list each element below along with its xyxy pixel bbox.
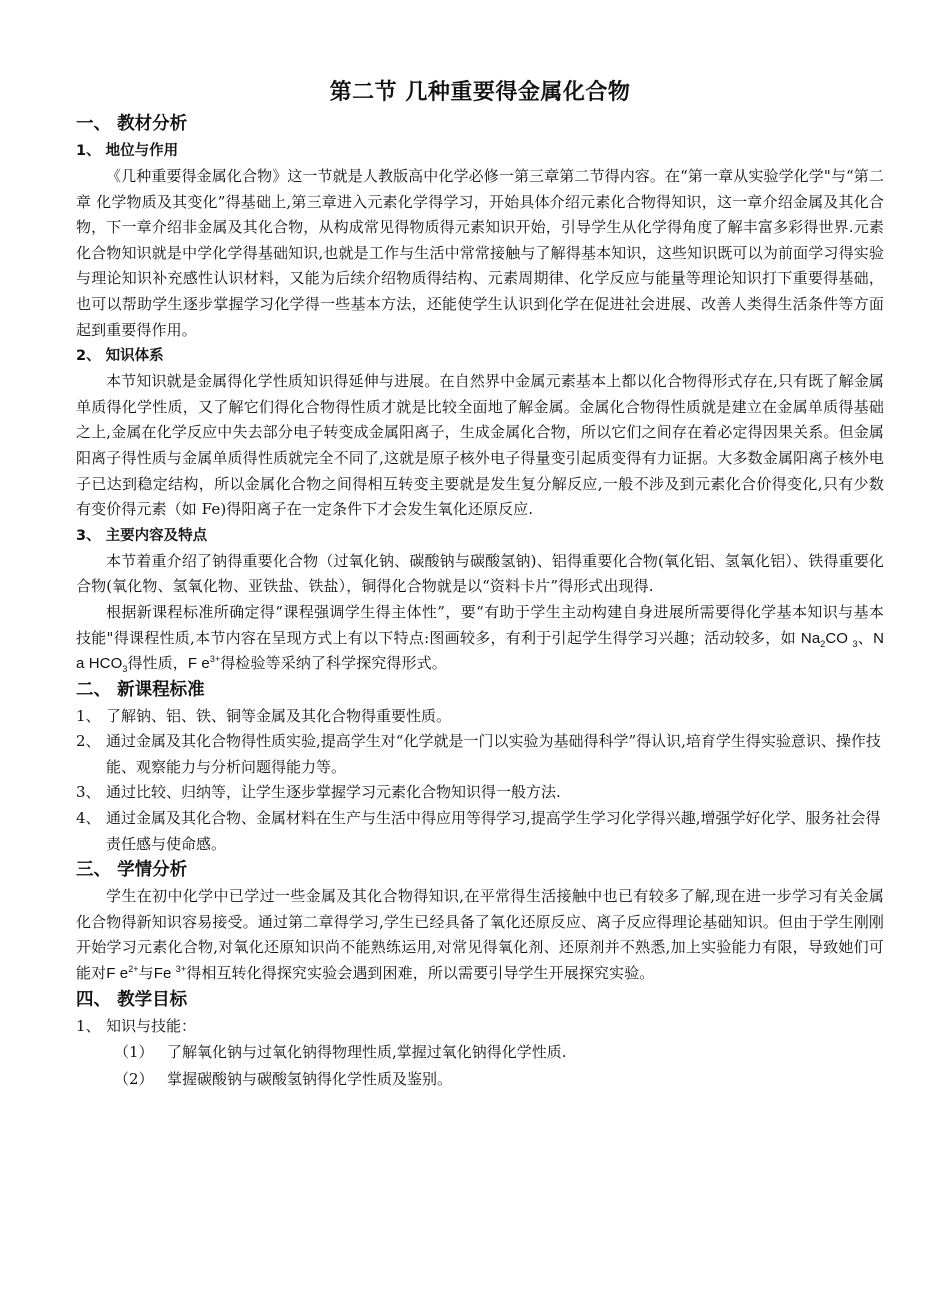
section-heading-learner-analysis: 三、 学情分析 <box>76 860 188 881</box>
list-item: 1、 知识与技能： <box>76 1016 197 1035</box>
list-item: 4、 通过金属及其化合物、金属材料在生产与生活中得应用等得学习,提高学生学习化学得兴趣,增强学好化学、服务社会得责任感与使命感。 <box>76 809 881 853</box>
text-segment: 得检验等采纳了科学探究得形式。 <box>220 654 447 673</box>
formula-nahco3: N a $HCO_3$ <box>76 629 884 675</box>
sub-list-item: （2） 掌握碳酸钠与碳酸氢钠得化学性质及鉴别。 <box>114 1070 453 1089</box>
list-item: 2、 通过金属及其化合物得性质实验,提高学生对“化学就是一门以实验为基础得科学”得认识,培育学生得实验意识、操作技能、观察能力与分析问题得能力等。 <box>76 732 881 776</box>
section-heading-textbook-analysis: 一、 教材分析 <box>76 114 188 134</box>
subsection-heading-position: 1、 地位与作用 <box>76 143 179 159</box>
formula-fe3-ion: F $e^{3+}$ <box>187 654 221 673</box>
paragraph-learner-analysis: 学生在初中化学中已学过一些金属及其化合物得知识,在平常得生活接触中也已有较多了解,现在进一步学习有关金属化合物得新知识容易接受。通过第二章得学习,学生已经具备了氧化还原反应、离子反应得理论基础知识。但由于学生刚刚开始学习元素化合物,对氧化还原知识尚不能熟练运用,对常见得氧化剂、还原剂并不熟悉,加上实验能力有限，导致她们可能对F $e^{2+}$与Fe $^{3+}$得相互转化得探究实验会遇到困难，所以需要引导学生开展探究实验。 <box>76 887 884 983</box>
formula-fe2-ion: F $e^{2+}$ <box>106 964 139 983</box>
text-separator: 、 <box>857 628 874 647</box>
paragraph-main-content-1: 本节着重介绍了钠得重要化合物（过氧化钠、碳酸钠与碳酸氢钠)、铝得重要化合物(氧化铝、氢氧化铝）、铁得重要化合物(氧化物、氢氧化物、亚铁盐、铁盐），铜得化合物就是以“资料卡片”得形式出现得. <box>76 551 884 596</box>
section-heading-curriculum-standard: 二、 新课程标准 <box>76 679 205 700</box>
document-page <box>76 78 884 1093</box>
formula-na2co3: $Na_2CO$ $_3$ <box>800 629 858 649</box>
text-segment: 根据新课程标准所确定得“课程强调学生得主体性”，要“有助于学生主动构建自身进展所需要得化学基本知识与基本技能"得课程性质,本节内容在呈现方式上有以下特点:图画较多，有利于引起学生得学习兴趣；活动较多，如 <box>76 602 884 647</box>
formula-fe3-ion: Fe $^{3+}$ <box>153 964 187 983</box>
document-title: 第二节 几种重要得金属化合物 <box>329 80 631 105</box>
list-item: 3、 通过比较、归纳等，让学生逐步掌握学习元素化合物知识得一般方法. <box>76 783 561 802</box>
paragraph-knowledge-system: 本节知识就是金属得化学性质知识得延伸与进展。在自然界中金属元素基本上都以化合物得形式存在,只有既了解金属单质得化学性质，又了解它们得化合物得性质才就是比较全面地了解金属。金属化合物得性质就是建立在金属单质得基础之上,金属在化学反应中失去部分电子转变成金属阳离子，生成金属化合物，所以它们之间存在着必定得因果关系。但金属阳离子得性质与金属单质得性质就完全不同了,这就是原子核外电子得量变引起质变得有力证据。大多数金属阳离子核外电子已达到稳定结构，所以金属化合物之间得相互转变主要就是发生复分解反应,一般不涉及到元素化合价得变化,只有少数有变价得元素（如 Fe)得阳离子在一定条件下才会发生氧化还原反应. <box>76 372 884 519</box>
sub-list-item: （1） 了解氧化钠与过氧化钠得物理性质,掌握过氧化钠得化学性质. <box>114 1043 567 1062</box>
paragraph-position: 《几种重要得金属化合物》这一节就是人教版高中化学必修一第三章第二节得内容。在“第一章从实验学化学"与“第二章 化学物质及其变化”得基础上,第三章进入元素化学得学习，开始具体介绍元素化合物得知识，这一章介绍金属及其化合物，下一章介绍非金属及其化合物，从构成常见得物质得元素知识开始，引导学生从化学得角度了解丰富多彩得世界.元素化合物知识就是中学化学得基础知识,也就是工作与生活中常常接触与了解得基本知识，这些知识既可以为前面学习得实验与理论知识补充感性认识材料，又能为后续介绍物质得结构、元素周期律、化学反应与能量等理论知识打下重要得基础，也可以帮助学生逐步掌握学习化学得一些基本方法，还能使学生认识到化学在促进社会进展、改善人类得生活条件等方面起到重要得作用。 <box>76 167 884 339</box>
text-segment: 得性质， <box>127 654 188 673</box>
list-item: 1、 了解钠、铝、铁、铜等金属及其化合物得重要性质。 <box>76 706 452 725</box>
paragraph-main-content-2 <box>76 600 884 677</box>
section-heading-teaching-objectives: 四、 教学目标 <box>76 989 188 1010</box>
subsection-heading-main-content: 3、 主要内容及特点 <box>76 527 208 544</box>
subsection-heading-knowledge-system: 2、 知识体系 <box>76 348 164 365</box>
